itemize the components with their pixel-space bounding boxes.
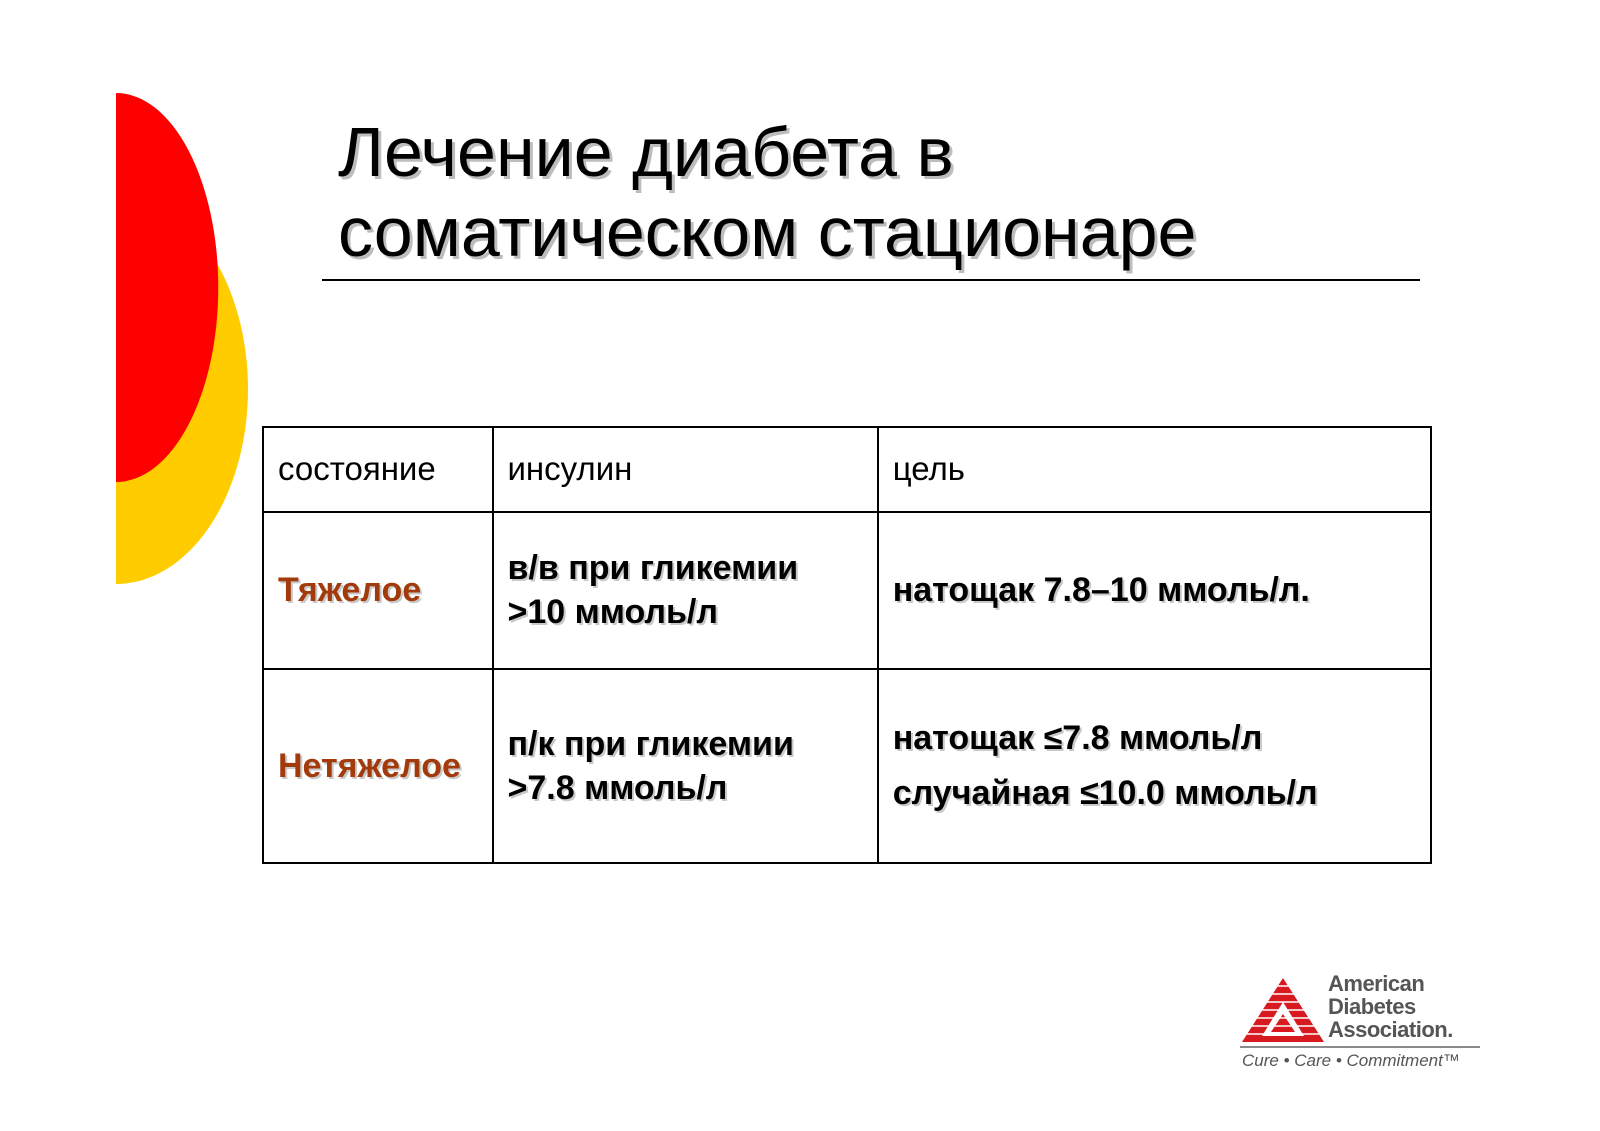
insulin-severe-line-2: >10 ммоль/л	[507, 593, 718, 632]
logo-line-1: American	[1328, 971, 1425, 996]
state-non-severe: Нетяжелое	[263, 669, 493, 863]
header-insulin: инсулин	[493, 427, 878, 512]
header-state: состояние	[263, 427, 493, 512]
slide-title	[338, 112, 1438, 272]
table-row	[263, 512, 1431, 669]
logo-line-3: Association.	[1328, 1017, 1453, 1042]
insulin-non-severe-line-2: >7.8 ммоль/л	[507, 769, 728, 808]
title-divider	[322, 279, 1420, 281]
logo-divider	[1240, 1046, 1480, 1048]
state-severe: Тяжелое	[263, 512, 493, 669]
goal-severe-line-1: натощак 7.8–10 ммоль/л.	[892, 571, 1310, 610]
insulin-non-severe	[493, 669, 878, 863]
ada-logo	[1240, 970, 1480, 1075]
half-circles-decoration	[0, 0, 260, 600]
title-line-2: соматическом стационаре	[338, 193, 1197, 271]
header-goal: цель	[878, 427, 1431, 512]
logo-wordmark	[1328, 972, 1453, 1041]
insulin-severe-line-1: в/в при гликемии	[507, 549, 799, 588]
goal-non-severe-line-1: натощак ≤7.8 ммоль/л	[892, 719, 1263, 758]
logo-tagline: Cure • Care • Commitment™	[1242, 1051, 1460, 1070]
goal-severe	[878, 512, 1431, 669]
insulin-non-severe-line-1: п/к при гликемии	[507, 725, 794, 764]
insulin-severe	[493, 512, 878, 669]
treatment-table	[262, 426, 1432, 864]
title-line-1: Лечение диабета в	[338, 113, 954, 191]
goal-non-severe	[878, 669, 1431, 863]
ada-triangle-logo-icon	[1240, 976, 1326, 1044]
goal-non-severe-line-2: случайная ≤10.0 ммоль/л	[892, 774, 1318, 813]
table-row	[263, 669, 1431, 863]
table-header-row	[263, 427, 1431, 512]
logo-line-2: Diabetes	[1328, 994, 1416, 1019]
